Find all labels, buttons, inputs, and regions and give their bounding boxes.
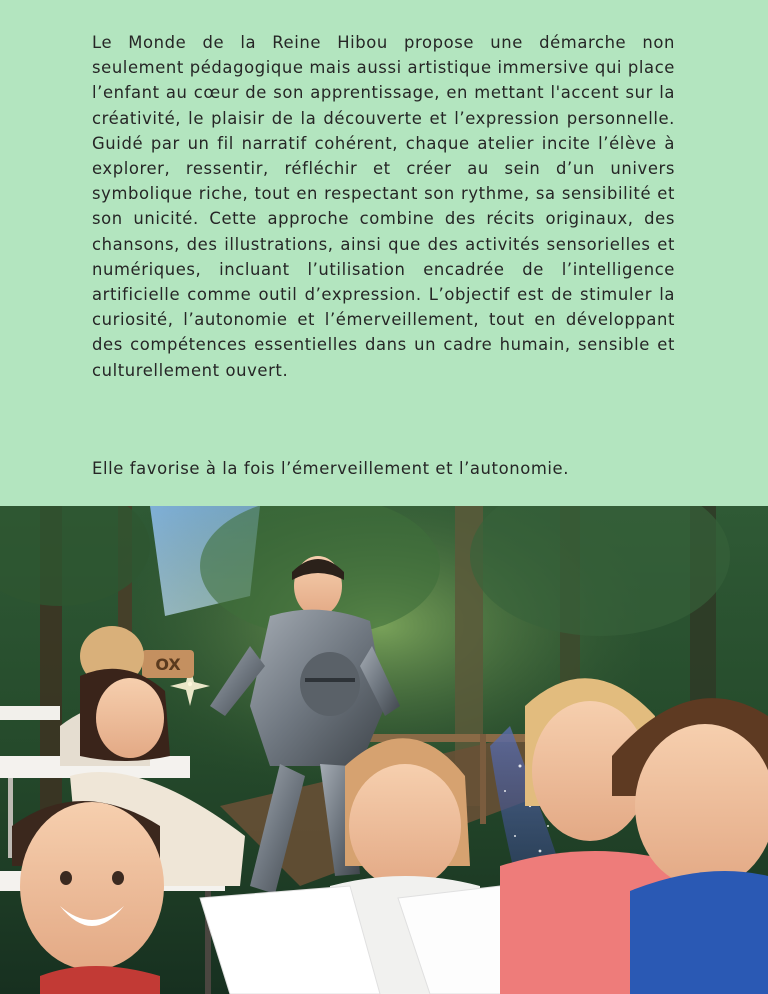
svg-text:OX: OX xyxy=(155,655,181,674)
helmet xyxy=(300,652,360,716)
intro-paragraph: Le Monde de la Reine Hibou propose une démarche non seulement pédagogique mais aussi artistique immersive qui place l’enfant au cœur de son apprentissage, en mettant l'accent sur la créativité, le plaisir de la découverte et l’expression personnelle. Guidé par un fil narratif cohérent, chaque atelier incite l’élève à explorer, ressentir, réfléchir et créer au sein d’un univers symbolique riche, tout en respectant son rythme, sa sensibilité et son unicité. Cette approche combine des récits originaux, des chansons, des illustrations, ainsi que des activités sensorielles et numériques, incluant l’utilisation encadrée de l’intelligence artificielle comme outil d’expression. L’objectif est de stimuler la curiosité, l’autonomie et l’émerveillement, tout en développant des compétences essentielles dans un cadre humain, sensible et culturellement ouvert. xyxy=(92,33,675,380)
wooden-sign xyxy=(142,650,194,678)
illustration-photo xyxy=(0,506,768,994)
closing-paragraph: Elle favorise à la fois l’émerveillement et l’autonomie. xyxy=(92,459,570,478)
